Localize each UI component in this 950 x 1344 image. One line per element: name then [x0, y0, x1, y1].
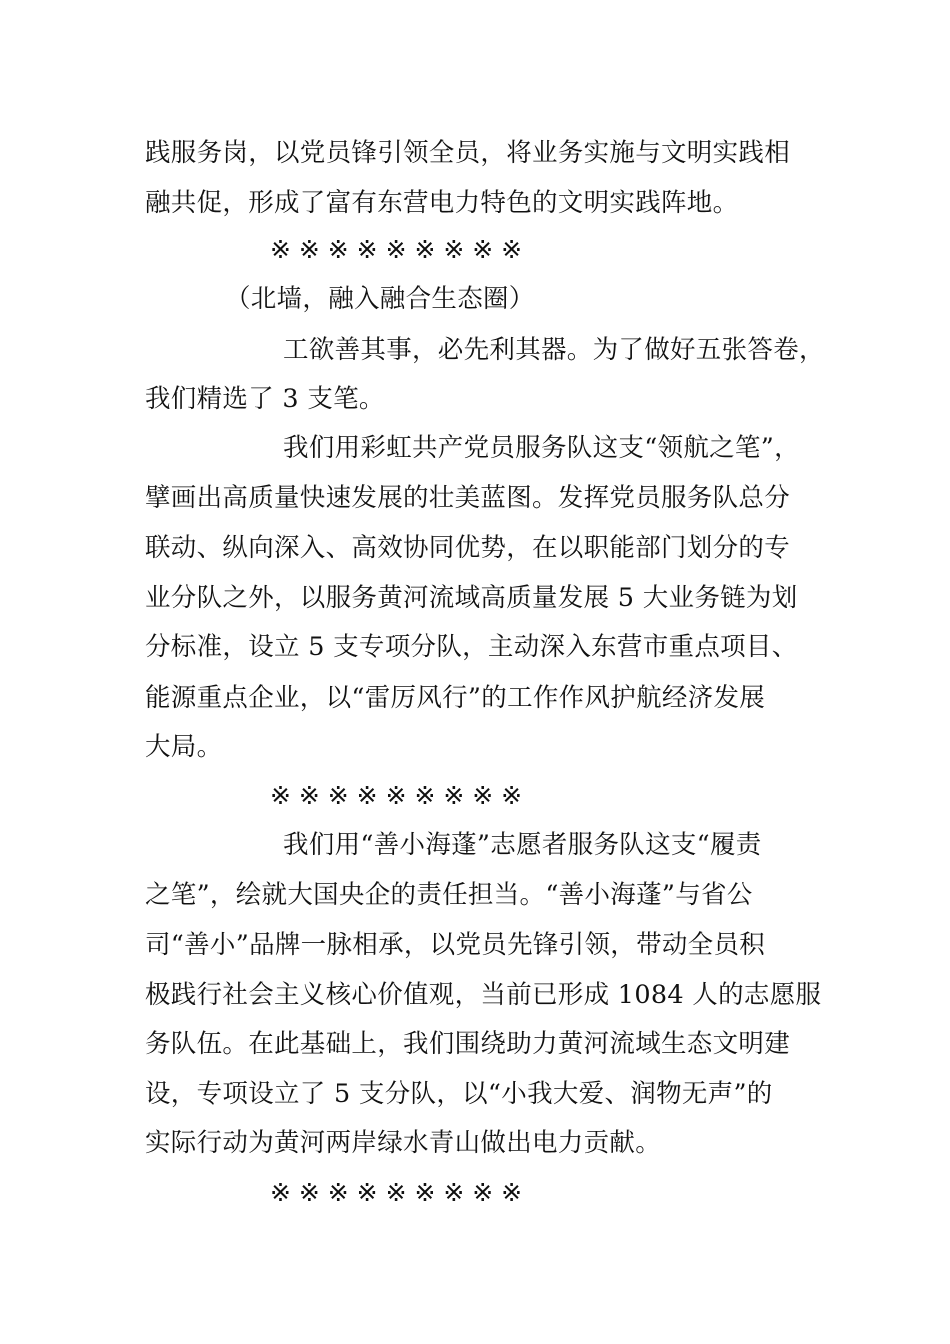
para3-line-5: 分标准，设立 5 支专项分队，主动深入东营市重点项目、 [145, 632, 798, 662]
para4-line-7: 实际行动为黄河两岸绿水青山做出电力贡献。 [145, 1128, 662, 1158]
para3-line-7: 大局。 [145, 732, 223, 762]
para1-line-1: 践服务岗，以党员锋引领全员，将业务实施与文明实践相 [145, 138, 791, 168]
para3-line-6: 能源重点企业，以“雷厉风行”的工作作风护航经济发展 [145, 683, 766, 713]
para4-line-2: 之笔”，绘就大国央企的责任担当。“善小海蓬”与省公 [145, 880, 753, 910]
para4-line-5: 务队伍。在此基础上，我们围绕助力黄河流域生态文明建 [145, 1029, 791, 1059]
para3-line-4: 业分队之外，以服务黄河流域高质量发展 5 大业务链为划 [145, 583, 798, 613]
para2-line-2: 我们精选了 3 支笔。 [145, 384, 385, 414]
para4-line-6: 设，专项设立了 5 支分队，以“小我大爱、润物无声”的 [145, 1079, 773, 1109]
separator-3: ※ ※ ※ ※ ※ ※ ※ ※ ※ [270, 1178, 523, 1207]
para1-line-2: 融共促，形成了富有东营电力特色的文明实践阵地。 [145, 188, 739, 218]
para2-line-1: 工欲善其事，必先利其器。为了做好五张答卷， [283, 335, 825, 365]
separator-2: ※ ※ ※ ※ ※ ※ ※ ※ ※ [270, 781, 523, 810]
separator-1: ※ ※ ※ ※ ※ ※ ※ ※ ※ [270, 235, 523, 264]
para4-line-1: 我们用“善小海蓬”志愿者服务队这支“履责 [283, 830, 762, 860]
para3-line-3: 联动、纵向深入、高效协同优势，在以职能部门划分的专 [145, 533, 791, 563]
section-heading: （北墙，融入融合生态圈） [225, 284, 535, 314]
para4-line-4: 极践行社会主义核心价值观，当前已形成 1084 人的志愿服 [145, 980, 822, 1010]
para3-line-1: 我们用彩虹共产党员服务队这支“领航之笔”， [283, 433, 800, 463]
para3-line-2: 擘画出高质量快速发展的壮美蓝图。发挥党员服务队总分 [145, 483, 791, 513]
para4-line-3: 司“善小”品牌一脉相承，以党员先锋引领，带动全员积 [145, 930, 766, 960]
